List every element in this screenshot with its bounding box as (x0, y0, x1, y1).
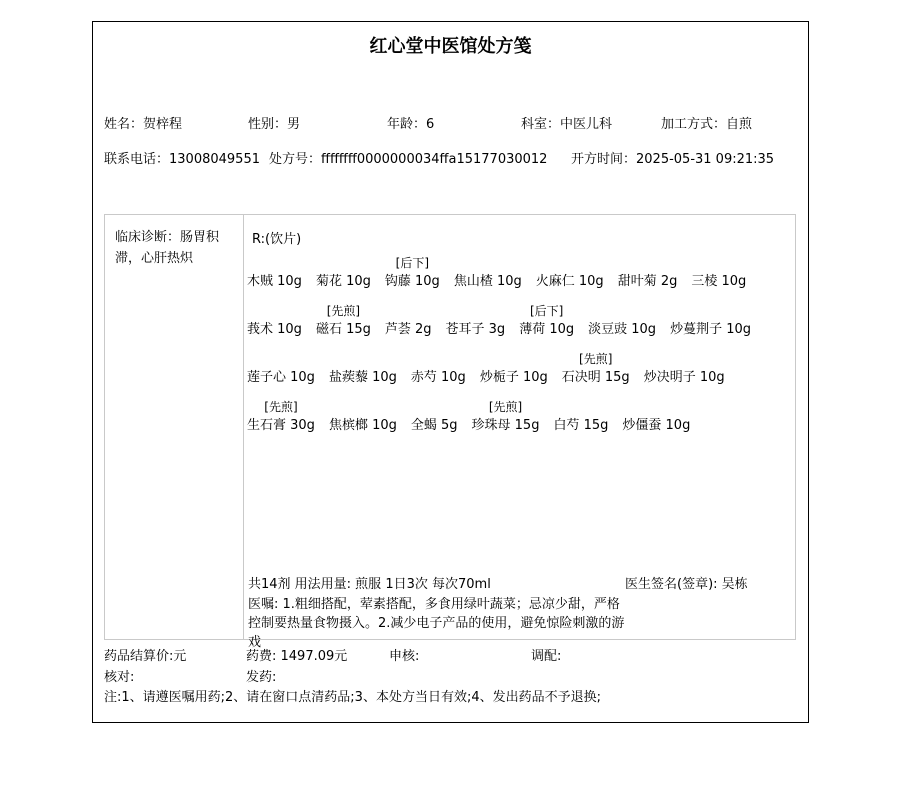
herb-name-dose: 炒僵蚕 10g (622, 418, 691, 433)
rx-header: R:(饮片) (252, 232, 302, 247)
contact-phone: 联系电话：13008049551 (104, 152, 260, 167)
herb-item (247, 351, 315, 388)
issue-time: 开方时间：2025-05-31 09:21:35 (571, 152, 775, 167)
decoction-note (385, 303, 432, 320)
decoction-note: [先煎] (326, 304, 361, 318)
decoction-note (411, 399, 458, 416)
herb-name-dose: 生石膏 30g (247, 418, 315, 433)
decoction-note (329, 399, 397, 416)
medicine-line (247, 399, 793, 436)
medicine-line (247, 255, 793, 292)
herb-item (329, 399, 397, 436)
herb-name-dose: 甜叶菊 2g (617, 274, 678, 289)
decoction-note (618, 255, 678, 272)
herb-name-dose: 焦槟榔 10g (328, 418, 397, 433)
check-field: 核对: (104, 670, 135, 685)
herb-item (385, 255, 440, 292)
decoction-note: [后下] (395, 256, 430, 270)
decoction-note (691, 255, 746, 272)
herb-name-dose: 三棱 10g (691, 274, 747, 289)
prescription-box (104, 214, 796, 650)
decoction-note (622, 399, 690, 416)
prescription-area (244, 215, 795, 650)
herb-name-dose: 苍耳子 3g (445, 322, 506, 337)
decoction-note (644, 351, 725, 368)
prescription-number: 处方号：ffffffff0000000034ffa15177030012 (269, 152, 548, 167)
herb-item (562, 351, 630, 388)
medicine-line (247, 351, 793, 388)
usage-row (248, 577, 791, 593)
decoction-note (588, 303, 656, 320)
decoction-note (316, 255, 371, 272)
herb-name-dose: 木贼 10g (247, 274, 302, 289)
herb-item (385, 303, 432, 340)
decoction-note: [先煎] (579, 352, 613, 366)
decoction-note (454, 255, 522, 272)
herb-name-dose: 莲子心 10g (247, 370, 315, 385)
herb-name-dose: 莪术 10g (247, 322, 302, 337)
herb-item (536, 255, 604, 292)
herb-item (446, 303, 506, 340)
herb-name-dose: 磁石 15g (315, 322, 371, 337)
clinical-diagnosis: 临床诊断：肠胃积滞，心肝热炽 (105, 215, 244, 639)
herb-item (411, 399, 458, 436)
herb-item (670, 303, 751, 340)
prescription-sheet (92, 21, 809, 723)
decoction-note (536, 255, 604, 272)
herb-name-dose: 石决明 15g (561, 370, 630, 385)
decoction-note: [先煎] (264, 400, 298, 414)
herb-item (316, 255, 371, 292)
herb-item (454, 255, 522, 292)
herb-name-dose: 焦山楂 10g (453, 274, 522, 289)
herb-name-dose: 菊花 10g (315, 274, 371, 289)
herb-item (329, 351, 397, 388)
herb-name-dose: 炒蔓荆子 10g (670, 322, 751, 337)
patient-age: 年龄：6 (387, 117, 435, 132)
decoction-note (670, 303, 751, 320)
decoction-note: [先煎] (488, 400, 523, 414)
herb-item (622, 399, 690, 436)
herb-item (691, 255, 746, 292)
herb-name-dose: 赤芍 10g (410, 370, 466, 385)
herb-name-dose: 钩藤 10g (384, 274, 440, 289)
herb-item (472, 399, 540, 436)
herb-name-dose: 全蝎 5g (410, 418, 458, 433)
herb-item (247, 255, 302, 292)
settlement-price: 药品结算价:元 (104, 649, 187, 664)
herb-item (247, 399, 315, 436)
dose-usage: 共14剂 用法用量: 煎服 1日3次 每次70ml (248, 577, 491, 592)
medicine-line (247, 303, 793, 340)
department: 科室：中医儿科 (521, 117, 613, 132)
dispense-field: 发药: (246, 670, 277, 685)
doctor-signature: 医生签名(签章): 吴栋 (625, 577, 748, 592)
herb-item (553, 399, 608, 436)
decoction-note (247, 255, 302, 272)
herb-item (588, 303, 656, 340)
prescription-lines (247, 255, 793, 447)
herb-item (644, 351, 725, 388)
medicine-fee: 药费: 1497.09元 (246, 649, 348, 664)
herb-item (411, 351, 466, 388)
decoction-note: [后下] (529, 304, 564, 318)
decoction-note (411, 351, 466, 368)
decoction-note (329, 351, 397, 368)
herb-item (247, 303, 302, 340)
patient-name: 姓名：贺梓程 (104, 117, 183, 132)
review-field: 申核: (389, 649, 420, 664)
decoction-note (247, 303, 302, 320)
herb-name-dose: 淡豆豉 10g (588, 322, 657, 337)
processing-method: 加工方式：自煎 (661, 117, 753, 132)
patient-gender: 性别：男 (248, 117, 301, 132)
herb-name-dose: 炒栀子 10g (479, 370, 548, 385)
herb-item (618, 255, 678, 292)
clinic-title: 红心堂中医馆处方笺 (369, 36, 532, 57)
decoction-note (446, 303, 506, 320)
decoction-note (480, 351, 548, 368)
herb-item (316, 303, 371, 340)
herb-name-dose: 珍珠母 15g (471, 418, 540, 433)
prepare-field: 调配: (531, 649, 562, 664)
herb-name-dose: 芦荟 2g (384, 322, 432, 337)
herb-item (519, 303, 574, 340)
herb-item (480, 351, 548, 388)
herb-name-dose: 盐蒺藜 10g (328, 370, 397, 385)
herb-name-dose: 火麻仁 10g (535, 274, 604, 289)
medical-advice: 医嘱: 1.粗细搭配，荤素搭配，多食用绿叶蔬菜；忌凉少甜，严格控制要热量食物摄入。2.减少电子产品的使用，避免惊险刺激的游戏 (248, 597, 625, 650)
decoction-note (553, 399, 608, 416)
herb-name-dose: 白芍 15g (553, 418, 609, 433)
herb-name-dose: 薄荷 10g (519, 322, 575, 337)
usage-notes: 注:1、请遵医嘱用药;2、请在窗口点清药品;3、本处方当日有效;4、发出药品不予退换; (104, 690, 601, 705)
decoction-note (247, 351, 315, 368)
herb-name-dose: 炒决明子 10g (643, 370, 725, 385)
